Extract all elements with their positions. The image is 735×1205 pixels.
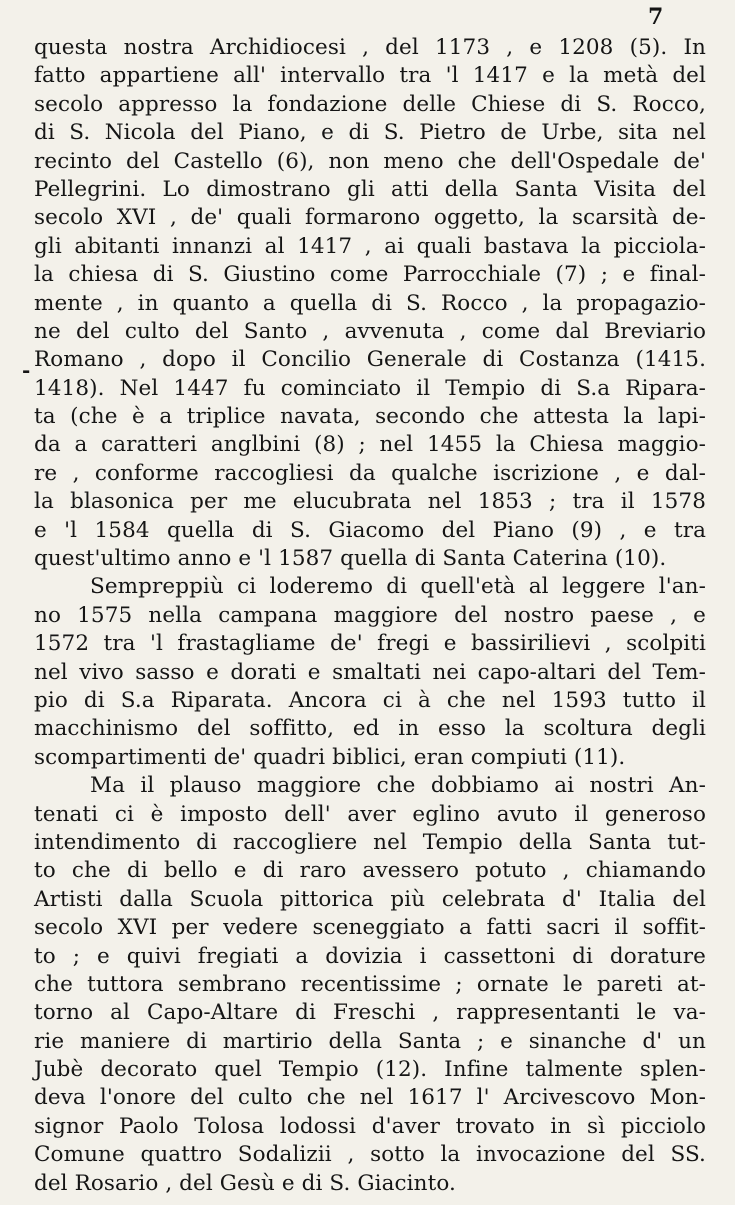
text-line: no 1575 nella campana maggiore del nostro paese , e	[34, 602, 706, 628]
text-line: Pellegrini. Lo dimostrano gli atti della Santa Visita del	[34, 176, 706, 202]
text-line: pio di S.a Riparata. Ancora ci à che nel 1593 tutto il	[34, 687, 706, 713]
text-line: to che di bello e di raro avessero potuto , chiamando	[34, 858, 706, 884]
text-line: che tuttora sembrano recentissime ; ornate le pareti at-	[34, 971, 706, 997]
text-line: la chiesa di S. Giustino come Parrocchiale (7) ; e final-	[34, 262, 706, 288]
text-line: Jubè decorato quel Tempio (12). Infine talmente splen-	[34, 1057, 706, 1083]
text-line: e 'l 1584 quella di S. Giacomo del Piano (9) , e tra	[34, 517, 706, 543]
text-line: secolo appresso la fondazione delle Chiese di S. Rocco,	[34, 91, 706, 117]
text-line: ne del culto del Santo , avvenuta , come dal Breviario	[34, 318, 706, 344]
text-line: mente , in quanto a quella di S. Rocco , la propagazio-	[34, 290, 706, 316]
text-line: questa nostra Archidiocesi , del 1173 , e 1208 (5). In	[34, 35, 706, 60]
text-line: torno al Capo-Altare di Freschi , rappresentanti le va-	[34, 1000, 706, 1026]
text-line: quest'ultimo anno e 'l 1587 quella di Santa Caterina (10).	[34, 546, 667, 572]
text-line: del Rosario , del Gesù e di S. Giacinto.	[34, 1170, 456, 1196]
text-line: fatto appartiene all' intervallo tra 'l 1417 e la metà del	[34, 63, 706, 89]
text-line: scompartimenti de' quadri biblici, eran compiuti (11).	[34, 744, 626, 770]
text-line: la blasonica per me elucubrata nel 1853 ; tra il 1578	[34, 489, 706, 515]
text-line: secolo XVI per vedere sceneggiato a fatti sacri il soffit-	[34, 915, 706, 941]
text-line: gli abitanti innanzi al 1417 , ai quali bastava la picciola-	[34, 233, 706, 259]
text-line: 1572 tra 'l frastagliame de' fregi e bassirilievi , scolpiti	[34, 631, 706, 657]
text-line: to ; e quivi fregiati a dovizia i cassettoni di dorature	[34, 943, 706, 969]
text-line: secolo XVI , de' quali formarono oggetto, la scarsità de-	[34, 205, 706, 231]
text-line: Ma il plauso maggiore che dobbiamo ai nostri An-	[90, 773, 706, 799]
text-line: nel vivo sasso e dorati e smaltati nei capo-altari del Tem-	[34, 659, 706, 685]
page-number: 7	[648, 4, 664, 30]
text-line: Artisti dalla Scuola pittorica più celebrata d' Italia del	[34, 886, 706, 912]
text-line: ta (che è a triplice navata, secondo che attesta la lapi-	[34, 404, 706, 430]
text-line: macchinismo del soffitto, ed in esso la scoltura degli	[34, 716, 706, 742]
text-line: signor Paolo Tolosa lodossi d'aver trovato in sì picciolo	[34, 1113, 706, 1139]
text-line: re , conforme raccogliesi da qualche iscrizione , e dal-	[34, 460, 706, 486]
text-line: da a caratteri anglbini (8) ; nel 1455 la Chiesa maggio-	[34, 432, 706, 458]
text-line: Sempreppiù ci loderemo di quell'età al leggere l'an-	[90, 574, 706, 600]
text-line: rie maniere di martirio della Santa ; e sinanche d' un	[34, 1028, 706, 1054]
body-text	[34, 34, 706, 1198]
text-line: tenati ci è imposto dell' aver eglino avuto il generoso	[34, 801, 706, 827]
text-line: deva l'onore del culto che nel 1617 l' Arcivescovo Mon-	[34, 1085, 706, 1111]
text-line: Comune quattro Sodalizii , sotto la invocazione del SS.	[34, 1142, 706, 1168]
margin-mark: -	[22, 358, 31, 382]
text-line: recinto del Castello (6), non meno che dell'Ospedale de'	[34, 148, 706, 174]
text-line: di S. Nicola del Piano, e di S. Pietro de Urbe, sita nel	[34, 120, 706, 146]
text-line: intendimento di raccogliere nel Tempio della Santa tut-	[34, 829, 706, 855]
text-line: Romano , dopo il Concilio Generale di Costanza (1415.	[34, 347, 706, 373]
text-line: 1418). Nel 1447 fu cominciato il Tempio di S.a Ripara-	[34, 375, 706, 401]
